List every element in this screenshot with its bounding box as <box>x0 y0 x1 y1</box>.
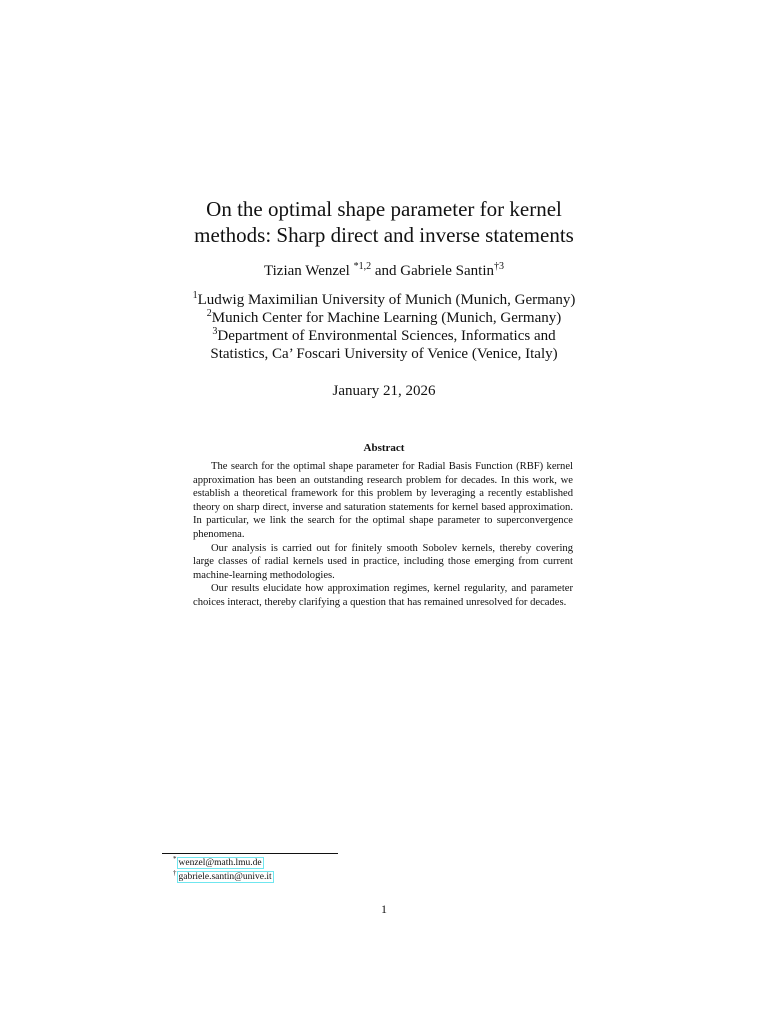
footnote-2-email-link[interactable]: gabriele.santin@unive.it <box>178 872 272 882</box>
footnote-2-mark: † <box>173 869 177 877</box>
author-2-marks: †3 <box>494 261 505 272</box>
footnote-2 <box>173 870 274 884</box>
affiliation-3-mark: 3 <box>212 326 218 337</box>
affiliation-3-text-continued: Statistics, Ca’ Foscari University of Venice (Venice, Italy) <box>210 346 558 362</box>
author-line <box>0 262 768 280</box>
author-1-name: Tizian Wenzel <box>263 263 354 279</box>
author-1-marks: *1,2 <box>353 261 372 272</box>
affiliations <box>0 291 768 363</box>
title-line-2: methods: Sharp direct and inverse statements <box>194 223 574 247</box>
abstract-paragraph-3: Our results elucidate how approximation regimes, kernel regularity, and parameter choices interact, thereby clarifying a question that has remained unresolved for decades. <box>193 583 573 608</box>
footnotes <box>173 856 274 884</box>
affiliation-3-text: Department of Environmental Sciences, Informatics and <box>217 328 556 344</box>
affiliation-2 <box>0 309 768 327</box>
footnote-rule <box>162 853 338 854</box>
paper-date: January 21, 2026 <box>332 383 436 399</box>
abstract-paragraph-1: The search for the optimal shape parameter for Radial Basis Function (RBF) kernel approximation has been an outstanding research problem for decades. In this work, we establish a theoretical framework for this problem by leveraging a recently established theory on sharp direct, inverse and saturation statements for kernel based approximation. In particular, we link the search for the optimal shape parameter to superconvergence phenomena. <box>193 461 573 540</box>
affiliation-1-text: Ludwig Maximilian University of Munich (Munich, Germany) <box>197 292 576 308</box>
paper-title <box>0 196 768 248</box>
abstract-paragraph-2: Our analysis is carried out for finitely smooth Sobolev kernels, thereby covering large classes of radial kernels used in practice, including those emerging from current machine-learning methodologies. <box>193 542 573 581</box>
affiliation-2-mark: 2 <box>206 308 212 319</box>
footnote-1 <box>173 856 274 870</box>
author-conjunction: and <box>371 263 401 279</box>
author-2-name: Gabriele Santin <box>400 263 495 279</box>
page-number: 1 <box>381 902 387 916</box>
title-line-1: On the optimal shape parameter for kernel <box>206 197 562 221</box>
footnote-1-mark: * <box>173 855 177 863</box>
affiliation-1 <box>0 291 768 309</box>
footnote-1-email-link[interactable]: wenzel@math.lmu.de <box>178 858 262 868</box>
abstract-heading: Abstract <box>363 442 405 454</box>
affiliation-3 <box>0 327 768 345</box>
abstract-body <box>193 460 573 610</box>
affiliation-2-text: Munich Center for Machine Learning (Munich, Germany) <box>211 310 562 326</box>
affiliation-3-continued <box>0 345 768 363</box>
affiliation-1-mark: 1 <box>192 290 198 301</box>
